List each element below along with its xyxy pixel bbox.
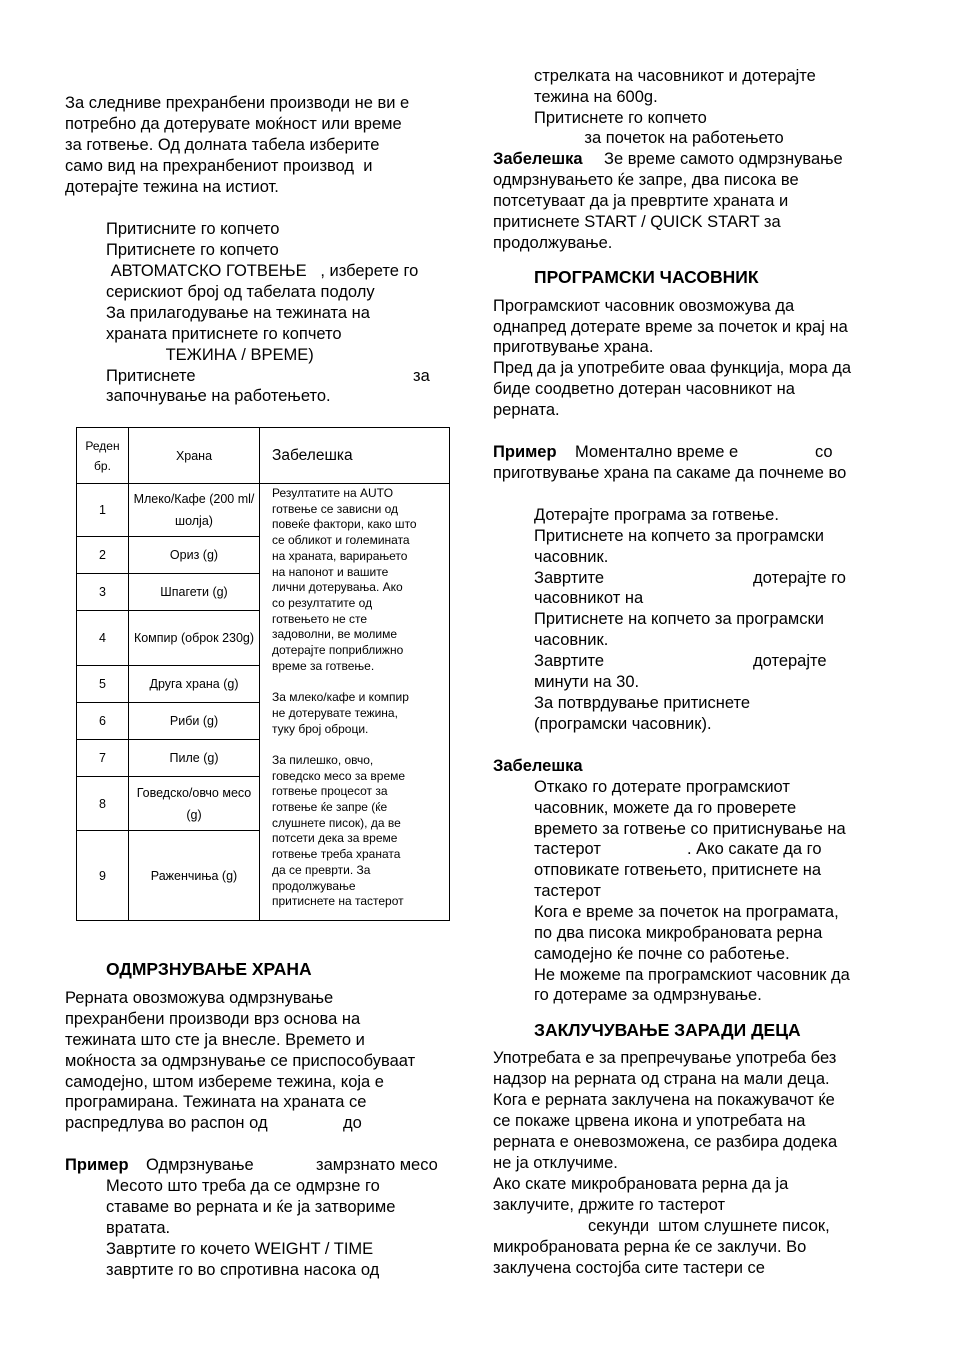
example-text: Одмрзнување [146,1156,254,1174]
example-text: замрзнато месо [316,1156,438,1174]
note-line: одмрзнувањето ќе запре, два писока ве [493,171,799,189]
step-line: храната притиснете го копчето [106,325,342,343]
timer-line: Пред да ја употребите оваа функција, мора да [493,359,852,377]
example-label: Пример [65,1156,129,1174]
lock-line: Ако скате микробрановата рерна да ја [493,1175,789,1193]
table-row [77,484,450,537]
defrost-line: тежината што сте ја внесле. Времето и [65,1031,365,1049]
auto-cook-table [76,427,450,921]
intro-line: За следниве прехранбени производи не ви е [65,94,410,112]
lock-line: заклучена состојба сите тастери се [493,1259,765,1277]
defrost-heading: ОДМРЗНУВАЊЕ ХРАНА [106,959,312,979]
intro-line: за готвење. Од долната табела изберите [65,136,380,154]
intro-line: потребно да дотерувате моќност или време [65,115,402,133]
step-line: Притисните го копчето [106,220,280,238]
intro-line: дотерајте тежина на истиот. [65,178,279,196]
timer-step: часовник. [534,631,609,649]
row-number: 8 [77,777,129,831]
lock-line: секунди штом слушнете писок, [588,1217,830,1235]
intro-line: само вид на прехранбениот производ и [65,157,373,175]
continued-line: Притиснете го копчето [534,109,707,127]
row-number: 7 [77,740,129,777]
lock-line: надзор на рерната од страна на мали деца. [493,1070,830,1088]
note-line: Кога е време за почеток на програмата, [534,903,839,921]
note-line: Не можеме па програмскиот часовник да [534,966,850,984]
timer-step: Притиснете на копчето за програмски [534,610,824,628]
timer-line: однапред дотерате време за почеток и крај на [493,318,848,336]
row-food: Компир (оброк 230g) [129,611,260,666]
note-line: часовник, можете да го проверете [534,799,797,817]
row-number: 4 [77,611,129,666]
note-label: Забелешка [493,757,583,775]
step-line: започнување на работењето. [106,387,331,405]
timer-step: часовникот на [534,589,644,607]
row-food: Млеко/Кафе (200 ml/шолја) [129,484,260,537]
timer-line: Програмскиот часовник овозможува да [493,297,795,315]
example-step: завртите го во спротивна насока од [106,1261,380,1279]
note-line: продолжување. [493,234,613,252]
row-food: Шпагети (g) [129,574,260,611]
continued-line: стрелката на часовникот и дотерајте [534,67,816,85]
lock-line: се покаже црвена икона и употребата на [493,1112,806,1130]
lock-line: Кога е рерната заклучена на покажувачот ќе [493,1091,835,1109]
example-step: Месото што треба да се одмрзне го [106,1177,380,1195]
defrost-line: до [343,1114,362,1132]
timer-line: приготвување храна. [493,338,654,356]
step-line: серискиот број од табелата подолу [106,283,375,301]
timer-step: часовник. [534,548,609,566]
timer-line: рерната. [493,401,560,419]
lock-line: заклучите, држите го тастерот [493,1196,726,1214]
note-line: притиснете START / QUICK START за [493,213,781,231]
lock-line: Употребата е за препречување употреба без [493,1049,837,1067]
step-line: За прилагодување на тежината на [106,304,370,322]
example-text: приготвување храна па сакаме да почнеме во [493,464,847,482]
defrost-line: моќноста за одмрзнување се приспособуваат [65,1052,416,1070]
timer-step: минути на 30. [534,673,640,691]
row-number: 9 [77,831,129,921]
step-line: ТЕЖИНА / ВРЕМЕ) [106,346,314,364]
step-line: Притиснете [106,367,196,385]
row-number: 5 [77,666,129,703]
continued-line: тежина на 600g. [534,88,658,106]
note-line: самодејно ќе почне со работење. [534,945,790,963]
timer-step: (програмски часовник). [534,715,712,733]
continued-line: за почеток на работењето [534,129,784,147]
table-header-note: Забелешка [260,428,450,484]
note-line: времето за готвење со притиснување на [534,820,846,838]
timer-step: Притиснете на копчето за програмски [534,527,824,545]
note-line: потсетуваат да ја превртите храната и [493,192,789,210]
step-line: АВТОМАТСКО ГОТВЕЊЕ , изберете го [106,262,419,280]
timer-step: Завртите [534,652,605,670]
lock-line: микробрановата рерна ќе се заклучи. Во [493,1238,807,1256]
defrost-line: самодејно, штом избереме тежина, која е [65,1073,384,1091]
step-line: за [413,367,430,385]
row-food: Раженчиња (g) [129,831,260,921]
defrost-line: програмирана. Тежината на храната се [65,1093,367,1111]
note-line: по два писока микробрановата рерна [534,924,823,942]
note-line: Зе време самото одмрзнување [604,150,843,168]
example-text: со [815,443,833,461]
row-food: Говедско/овчо месо (g) [129,777,260,831]
example-text: Моментално време е [575,443,739,461]
defrost-line: распредлува во распон од [65,1114,268,1132]
note-line: тастерот [534,840,601,858]
note-line: отповикате готвењето, притиснете на [534,861,822,879]
note-line: го дотераме за одмрзнување. [534,986,762,1004]
row-number: 1 [77,484,129,537]
timer-line: биде соодветно дотеран часовникот на [493,380,795,398]
timer-heading: ПРОГРАМСКИ ЧАСОВНИК [534,267,759,287]
lock-line: рерната е оневозможена, се разбира додека [493,1133,838,1151]
defrost-line: прехранбени производи врз основа на [65,1010,361,1028]
row-food: Риби (g) [129,703,260,740]
table-note: Резултатите на AUTO готвење се зависни од повеќе фактори, како што се обликот и големината на храната, варирањето на напонот и вашите лични дотерувања. Ако со резултатите од готвењето не сте задоволни, ве молиме дотерајте поприближно време за готвење. За млеко/кафе и компир не дотерувате тежина, туку број оброци. За пилешко, овчо, говедско месо за време готвење процесот за готвење ќе запре (ќе слушнете писок), да ве потсети дека за време готвење треба храната да се преврти. За продолжување притиснете на тастерот [260,484,450,921]
step-line: Притиснете го копчето [106,241,279,259]
note-line: . Ако сакате да го [687,840,822,858]
row-food: Друга храна (g) [129,666,260,703]
note-line: Откако го дотерате програмскиот [534,778,790,796]
example-step: Завртите го кочето WEIGHT / TIME [106,1240,374,1258]
table-header-food: Храна [129,428,260,484]
note-line: тастерот [534,882,601,900]
timer-step: дотерајте го [753,569,846,587]
timer-step: дотерајте [753,652,827,670]
timer-step: За потврдување притиснете [534,694,751,712]
timer-step: Дотерајте програма за готвење. [534,506,779,524]
note-label: Забелешка [493,150,583,168]
row-food: Ориз (g) [129,537,260,574]
table-header-no: Реден бр. [77,428,129,484]
lock-line: не ја отклучиме. [493,1154,618,1172]
row-food: Пиле (g) [129,740,260,777]
example-label: Пример [493,443,557,461]
timer-step: Завртите [534,569,605,587]
child-lock-heading: ЗАКЛУЧУВАЊЕ ЗАРАДИ ДЕЦА [534,1020,801,1040]
row-number: 3 [77,574,129,611]
example-step: вратата. [106,1219,171,1237]
defrost-line: Рерната овозможува одмрзнување [65,989,334,1007]
row-number: 6 [77,703,129,740]
row-number: 2 [77,537,129,574]
example-step: ставаме во рерната и ќе ја затвориме [106,1198,396,1216]
